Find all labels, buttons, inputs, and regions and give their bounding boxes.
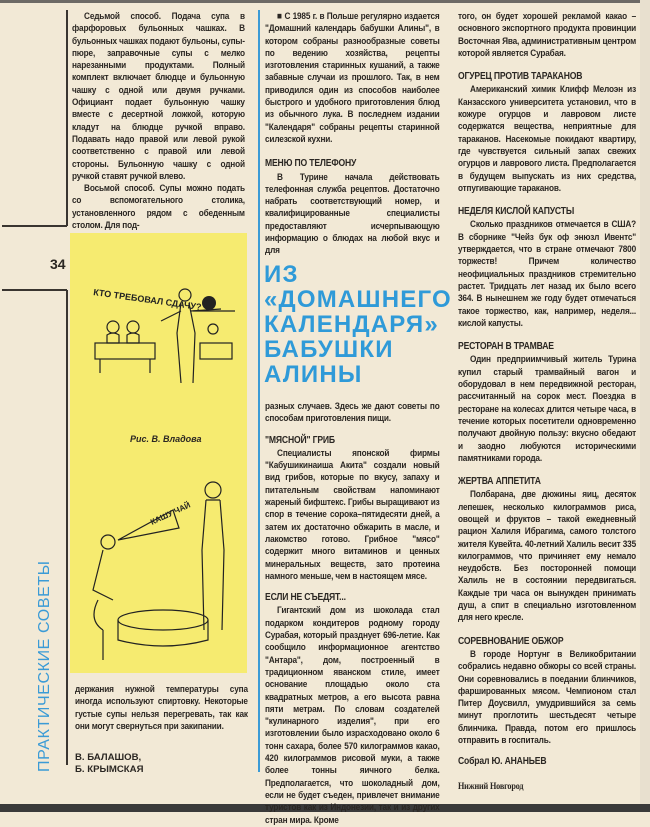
cartoon-caption: КАШУ ЧАЙ bbox=[149, 500, 192, 527]
frame-line bbox=[2, 225, 67, 227]
bomb-icon bbox=[202, 296, 216, 310]
section-heading: РЕСТОРАН В ТРАМВАЕ bbox=[458, 341, 554, 353]
paragraph bbox=[72, 183, 245, 232]
paragraph: разных случаев. Здесь же дают советы по способам приготовления пищи. bbox=[265, 401, 440, 425]
paragraph: Гигантский дом из шоколада стал подарком кондитеров родному городу Сурабая, который празднует 696-летие. Как сообщило информационное агентство "Антара", дом, построенный в традиционном яванском стиле, имеет основание площадью около ста квадратных метров, а его высота равна пяти метрам. По словам создателей "кулинарного изделия", при его изготовлении было израсходовано около 6 тонн сахара, более 570 килограммов какао, 420 килограммов рисовой муки, а также более тонны яичного белка. Предполагается, что шоколадный дом, если не будет съеден, привлечет внимание туристов как из Индонезии, так и из других стран мира. Кроме bbox=[265, 605, 440, 826]
article-title bbox=[264, 262, 452, 387]
section-heading: "МЯСНОЙ" ГРИБ bbox=[265, 434, 335, 446]
title-line: ИЗ bbox=[264, 261, 299, 288]
signature: Собрал Ю. АНАНЬЕВ bbox=[458, 756, 547, 768]
author: Б. КРЫМСКАЯ bbox=[75, 764, 144, 775]
section-heading: СОРЕВНОВАНИЕ ОБЖОР bbox=[458, 635, 564, 647]
title-line: АЛИНЫ bbox=[264, 361, 363, 388]
paragraph bbox=[72, 11, 245, 183]
illustration-credit: Рис. В. Владова bbox=[130, 434, 202, 444]
intro-paragraph: ■ С 1985 г. в Польше регулярно издается "Домашний календарь бабушки Алины", в котором собраны разнообразные советы по ведению хозяйства, рецепты изготовления старинных кушаний, а также забавные случаи из прошлого. Так, в нем приводился один из способов наиболее быстрого и удобного приготовления блюд из обычного лука. В последнем издании "Календаря" собраны рецепты старинной силезской кухни. bbox=[265, 11, 440, 145]
left-column-top bbox=[72, 11, 245, 232]
right-column bbox=[458, 11, 636, 793]
paragraph-text: Супы можно подать со вспомогательного столика, установленного рядом с обеденным столом. Для под- bbox=[72, 183, 245, 232]
paragraph-lead: Восьмой способ. bbox=[84, 183, 155, 195]
page-number: 34 bbox=[50, 256, 66, 272]
page-margin bbox=[640, 0, 650, 804]
paragraph-text: Подача супа в фарфоровых бульонных чашках. В бульонных чашках подают бульоны, супы-пюре, заправочные супы с мелко нарезанными продуктами. Полный комплект включает блюдце и бульонную чашку с одной или двумя ручками. Официант подает бульонную чашку вместе с десертной ложкой, которую кладут на блюдце ручкой вправо. Подавать надо правой или левой рукой соответственно с правой или левой стороны. Бульонную чашку с одной ручкой ставят ручкой влево. bbox=[72, 11, 245, 182]
frame-line bbox=[2, 289, 67, 291]
section-heading: ОГУРЕЦ ПРОТИВ ТАРАКАНОВ bbox=[458, 71, 583, 83]
paragraph: В Турине начала действовать телефонная служба рецептов. Достаточно набрать соответствующий номер, и квалифицированные специалисты предоставляют исчерпывающую информацию о блюдах на любой вкус и для bbox=[265, 171, 440, 257]
paragraph: Американский химик Клифф Мелоэн из Канзасского университета установил, что в кожуре огурцов и лавровом листе содержатся вещества, неприятные для тараканов. Насекомые покидают квартиру, где чувствуется сильный запах свежих огурцов и лаврового листа. Предполагается в будущем выпускать из них средства, отпугивающие тараканов. bbox=[458, 84, 637, 194]
cartoon-megaphone bbox=[78, 470, 243, 670]
section-label: ПРАКТИЧЕСКИЕ СОВЕТЫ bbox=[36, 560, 53, 772]
title-line: БАБУШКИ bbox=[264, 336, 394, 363]
paragraph: держания нужной температуры супа иногда используют спиртовку. Некоторые густые супы нельзя перегревать, так как они могут свернуться при закипании. bbox=[75, 684, 248, 732]
middle-column-bottom bbox=[265, 401, 440, 827]
scan-top-edge bbox=[0, 0, 650, 3]
left-column-bottom bbox=[75, 684, 248, 733]
paragraph-lead: Седьмой способ. bbox=[84, 11, 161, 22]
title-line: «ДОМАШНЕГО bbox=[264, 286, 452, 313]
middle-column-top bbox=[265, 11, 440, 258]
paragraph: Сколько праздников отмечается в США? В сборнике "Чейз бук оф энюзл Ивентс" утверждается, что в стране отмечают 7800 торжеств! Причем количество неофициальных праздников стремительно растет. Тридцать лет назад их было всего 364. В нынешнем же году будет отмечаться такое торжество, как, например, неделя... кислой капусты. bbox=[458, 219, 637, 329]
frame-line bbox=[66, 10, 68, 226]
paragraph: Полбарана, две дюжины яиц, десяток лепешек, несколько килограммов риса, овощей и фруктов – такой ежедневный рацион Халиля Ибрагима, самого толстого жителя Кувейта. 40-летний Халиль весит 335 килограммов, что причиняет ему немало неудобств. Без посторонней помощи Халиль не в состоянии передвигаться. Каждые три часа он вынужден принимать душ, а спит в специально изготовленном для него кресле. bbox=[458, 489, 637, 624]
cartoon-caption: КТО ТРЕБОВАЛ СДАЧУ? bbox=[92, 287, 203, 313]
city: Нижний Новгород bbox=[458, 781, 524, 792]
section-heading: МЕНЮ ПО ТЕЛЕФОНУ bbox=[265, 158, 357, 170]
paragraph: Специалисты японской фирмы "Кабушикинаиша Акита" создали новый вид грибов, которые по вкусу, запаху и питательным свойствам напоминают жареный бифштекс. Грибы выращивают из спор в течение сорока–пятидесяти дней, а затем их достаточно обжарить в масле, и лакомство готово. Грибное "мясо" содержит много витаминов и ценных минеральных веществ, зато протеина намного меньше, чем в настоящем мясе. bbox=[265, 447, 440, 582]
section-heading: НЕДЕЛЯ КИСЛОЙ КАПУСТЫ bbox=[458, 206, 575, 218]
paragraph: того, он будет хорошей рекламой какао – основного экспортного продукта провинции Восточная Ява, административным центром которой является Сурабая. bbox=[458, 11, 637, 59]
paragraph: Один предприимчивый житель Турина купил старый трамвайный вагон и оборудовал в нем передвижной ресторан, рассчитанный на сорок мест. Поездка в ресторане на колесах длится четыре часа, в течение которых посетители одновременно получают двойную пользу: вкусно обедают и заодно любуются историческими памятниками города. bbox=[458, 354, 637, 464]
cartoon-waiter-bomb bbox=[85, 283, 235, 398]
section-heading: ЖЕРТВА АППЕТИТА bbox=[458, 476, 541, 488]
frame-line bbox=[66, 290, 68, 765]
author: В. БАЛАШОВ, bbox=[75, 752, 142, 763]
title-line: КАЛЕНДАРЯ» bbox=[264, 311, 439, 338]
authors bbox=[75, 752, 143, 776]
paragraph: В городе Нортунг в Великобритании собрались недавно обжоры со всей страны. Они соревновались в поедании блинчиков, фаршированных мясом. Чемпионом стал Питер Доусвилл, умудрившийся за семь минут проглотить шестьдесят четыре блинчика. Правда, потом его пришлось отправить в госпиталь. bbox=[458, 648, 637, 747]
section-heading: ЕСЛИ НЕ СЪЕДЯТ... bbox=[265, 592, 346, 604]
column-divider bbox=[258, 10, 260, 772]
